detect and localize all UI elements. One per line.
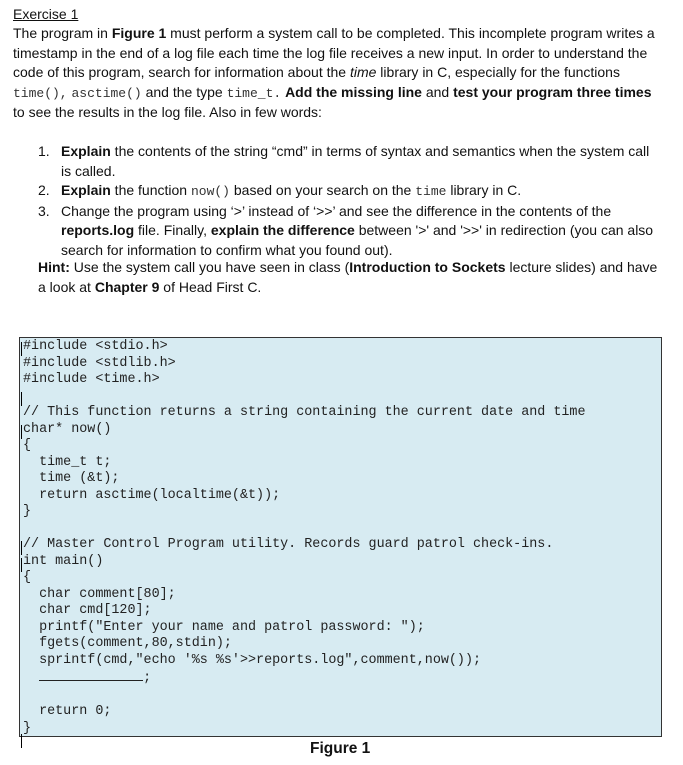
figure-caption: Figure 1 <box>310 740 371 757</box>
list-item: 2. Explain the function now() based on your search on the time library in C. <box>38 182 522 199</box>
hint-paragraph: Hint: Use the system call you have seen in class (Introduction to Sockets lecture slides) and have a look at Chapter 9 of Head First C. <box>38 259 658 295</box>
code-comment: // Master Control Program utility. Records guard patrol check-ins. <box>23 537 554 552</box>
text-cursor <box>21 541 22 555</box>
code-line: { <box>23 570 32 585</box>
code-line: return 0; <box>23 704 112 719</box>
code-line: int main() <box>23 553 104 569</box>
code-line: #include <stdlib.h> <box>23 355 176 371</box>
code-time-t-type: time_t. <box>226 85 282 101</box>
text-cursor <box>21 392 22 406</box>
list-item: 1. Explain the contents of the string “cmd” in terms of syntax and semantics when the system call is called. <box>38 143 650 179</box>
code-line: fgets(comment,80,stdin); <box>23 636 232 651</box>
text-cursor <box>21 425 22 439</box>
code-line: printf("Enter your name and patrol password: "); <box>23 619 425 635</box>
code-line: char comment[80]; <box>23 586 176 602</box>
code-line: return asctime(localtime(&t)); <box>23 487 281 503</box>
code-listing <box>19 337 662 737</box>
code-line: { <box>23 438 32 453</box>
text-cursor <box>21 558 22 572</box>
code-time-fn: time(), <box>13 85 68 101</box>
code-line: #include <time.h> <box>23 372 160 387</box>
text-cursor <box>21 734 22 748</box>
intro-paragraph: The program in Figure 1 must perform a system call to be completed. This incomplete program writes a timestamp in the end of a log file each time the log file receives a new input. In order to understand the code of this program, search for information about the time library in C, especially for the functions time(), asctime() and the type time_t. Add the missing line and test your program three times to see the results in the log file. Also in few words: <box>13 25 655 120</box>
code-line: #include <stdio.h> <box>23 339 168 354</box>
code-asctime-fn: asctime() <box>71 85 142 101</box>
code-line: } <box>23 504 32 519</box>
text-cursor <box>21 342 22 356</box>
code-line: } <box>23 720 32 736</box>
code-line: char cmd[120]; <box>23 603 152 618</box>
missing-line: ; <box>23 671 151 686</box>
task-list <box>30 142 660 260</box>
code-line: sprintf(cmd,"echo '%s %s'>>reports.log",comment,now()); <box>23 652 482 668</box>
code-line: time_t t; <box>23 454 112 470</box>
missing-line-blank <box>39 669 143 681</box>
code-comment: // This function returns a string containing the current date and time <box>23 405 586 420</box>
code-line: time (&t); <box>23 471 120 486</box>
list-item: 3. Change the program using ‘>’ instead of ‘>>’ and see the difference in the contents of the reports.log file. Finally, explain the difference between '>' and '>>' in redirection (you can also search for information to confirm what you found out). <box>38 202 654 258</box>
exercise-heading: Exercise 1 <box>13 6 79 22</box>
code-line: char* now() <box>23 421 112 437</box>
